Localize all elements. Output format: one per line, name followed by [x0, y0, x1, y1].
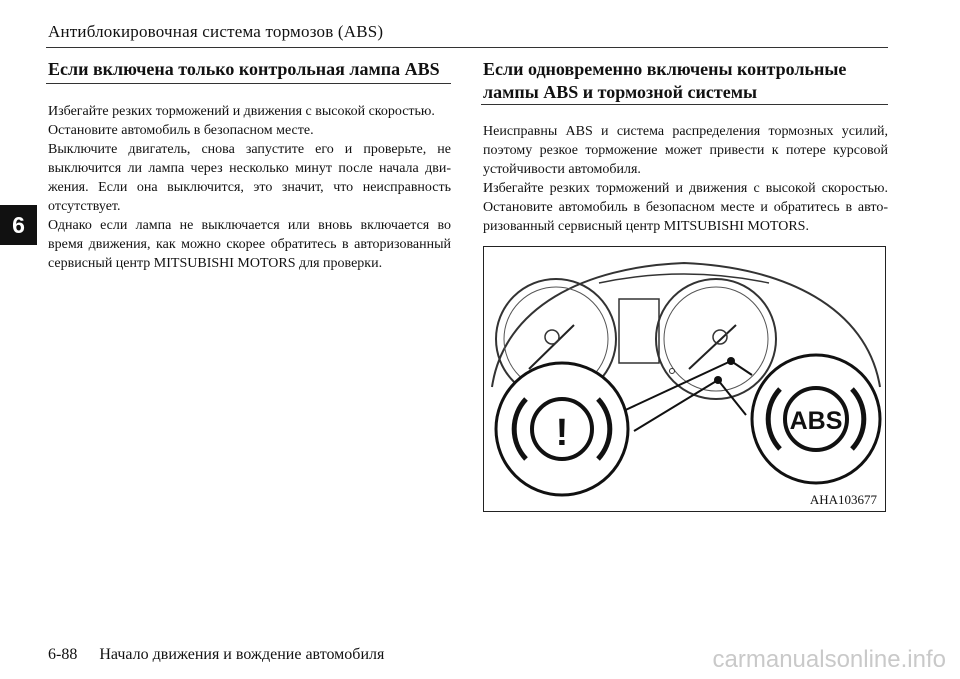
left-section-divider — [46, 83, 451, 84]
brake-symbol-text: ! — [555, 412, 569, 454]
chapter-tab: 6 — [0, 205, 37, 245]
header-divider — [46, 47, 888, 48]
right-section-body — [483, 122, 888, 236]
left-section-title: Если включена только контрольная лампа ABS — [48, 59, 440, 79]
footer-chapter-title: Начало движения и вождение автомобиля — [99, 646, 385, 663]
paragraph: Остановите автомобиль в безопасном месте. — [48, 123, 314, 138]
abs-symbol-text: ABS — [789, 407, 843, 435]
instrument-cluster-illustration — [483, 246, 886, 512]
paragraph: Однако если лампа не выключается или вновь включается во время движения, как можно скорее обратитесь в авторизованный сервисный центр MITSUBISHI MOTORS для проверки. — [48, 218, 451, 271]
figure-code: AHA103677 — [809, 492, 877, 507]
left-section-body — [48, 102, 451, 273]
paragraph: Избегайте резких торможений и движения с высокой скоростью. — [48, 104, 435, 119]
page-footer — [48, 646, 384, 664]
right-section-divider — [481, 104, 888, 105]
paragraph: Избегайте резких торможений и движения с высокой скоростью. Остановите автомобиль в безопасном месте и обратитесь в авто-ризованный сервисный центр MITSUBISHI MOTORS. — [483, 181, 888, 234]
abs-warning-icon — [484, 247, 886, 512]
page-number: 6-88 — [48, 646, 78, 663]
right-section-title: Если одновременно включены контрольные лампы ABS и тормозной системы — [483, 59, 847, 102]
watermark: carmanualsonline.info — [712, 646, 946, 673]
paragraph: Неисправны ABS и система распределения тормозных усилий, поэтому резкое торможение может привести к потере курсовой устойчивости автомобиля. — [483, 124, 888, 177]
paragraph: Выключите двигатель, снова запустите его и проверьте, не выключится ли лампа через несколько минут после начала дви-жения. Если она выключится, это значит, что неисправность отсутствует. — [48, 142, 451, 214]
running-header: Антиблокировочная система тормозов (ABS) — [48, 22, 384, 41]
